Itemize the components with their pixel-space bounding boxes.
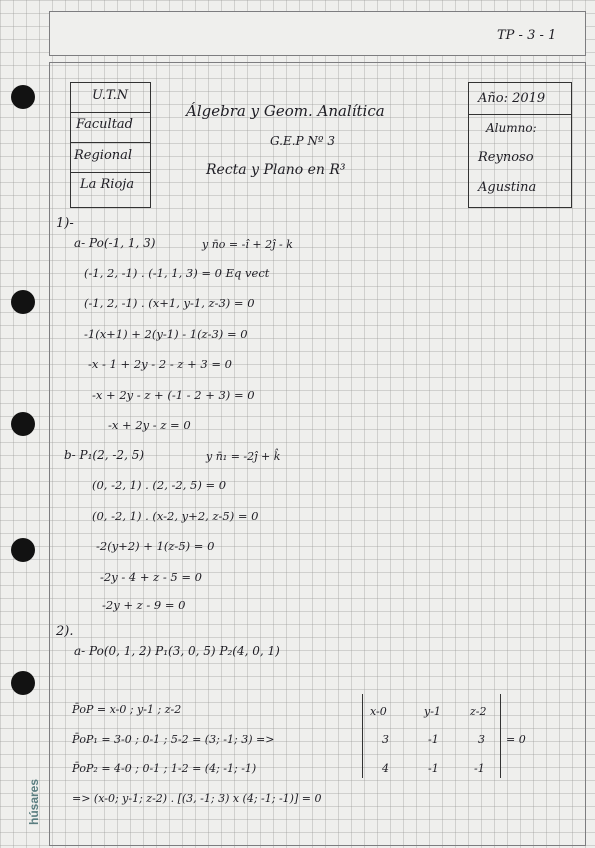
det-cell: -1 (428, 762, 439, 775)
exercise-1b-line: (0, -2, 1) . (x-2, y+2, z-5) = 0 (92, 509, 259, 523)
det-cell: -1 (428, 733, 439, 746)
header-regional: Regional (74, 148, 133, 163)
exercise-2-number: 2). (56, 624, 74, 639)
det-cell: 4 (382, 762, 389, 775)
det-cell: 3 (382, 733, 389, 746)
exercise-1a-normal: y n̄o = -î + 2ĵ - k (202, 238, 293, 251)
exercise-1a-line: (-1, 2, -1) . (-1, 1, 3) = 0 Eq vect (84, 266, 270, 280)
binder-hole (11, 290, 35, 314)
exercise-2-vector: P̄oP = x-0 ; y-1 ; z-2 (72, 703, 182, 716)
binder-hole (11, 671, 35, 695)
header-title: Álgebra y Geom. Analítica (186, 102, 385, 120)
header-utn: U.T.N (92, 88, 129, 103)
exercise-1b-line: -2(y+2) + 1(z-5) = 0 (96, 539, 215, 553)
exercise-1b-line: (0, -2, 1) . (2, -2, 5) = 0 (92, 478, 227, 492)
det-equals: = 0 (506, 733, 526, 746)
exercise-1a-result: -x + 2y - z = 0 (108, 418, 191, 432)
det-cell: x-0 (370, 705, 387, 718)
exercise-1b-line: -2y - 4 + z - 5 = 0 (100, 570, 202, 584)
header-subtitle: G.E.P Nº 3 (270, 134, 336, 148)
exercise-2-vector: P̄oP₂ = 4-0 ; 0-1 ; 1-2 = (4; -1; -1) (72, 762, 257, 775)
det-cell: z-2 (470, 705, 487, 718)
exercise-1b-heading: b- P₁(2, -2, 5) (64, 448, 145, 462)
exercise-2-vector: P̄oP₁ = 3-0 ; 0-1 ; 5-2 = (3; -1; 3) => (72, 733, 275, 746)
exercise-1a-line: -1(x+1) + 2(y-1) - 1(z-3) = 0 (84, 327, 248, 341)
header-surname: Reynoso (478, 150, 534, 165)
exercise-1-number: 1)- (56, 216, 74, 231)
header-alumno-label: Alumno: (486, 121, 537, 135)
exercise-2a-heading: a- Po(0, 1, 2) P₁(3, 0, 5) P₂(4, 0, 1) (74, 644, 280, 658)
det-cell: 3 (478, 733, 485, 746)
tp-label: TP - 3 - 1 (497, 28, 557, 43)
header-name: Agustina (478, 180, 537, 195)
det-cell: -1 (474, 762, 485, 775)
det-cell: y-1 (424, 705, 441, 718)
exercise-2-final: => (x-0; y-1; z-2) . [(3, -1; 3) x (4; -1; -1)] = 0 (72, 792, 322, 805)
binder-hole (11, 85, 35, 109)
exercise-1a-line: (-1, 2, -1) . (x+1, y-1, z-3) = 0 (84, 296, 255, 310)
header-facultad: Facultad (76, 117, 133, 132)
exercise-1a-heading: a- Po(-1, 1, 3) (74, 236, 156, 250)
brand-logo: húsares (27, 778, 41, 826)
header-year: Año: 2019 (478, 91, 546, 106)
exercise-1a-line: -x + 2y - z + (-1 - 2 + 3) = 0 (92, 388, 255, 402)
header-la-rioja: La Rioja (80, 177, 135, 192)
header-topic: Recta y Plano en R³ (206, 162, 346, 178)
binder-hole (11, 412, 35, 436)
exercise-1a-line: -x - 1 + 2y - 2 - z + 3 = 0 (88, 357, 232, 371)
exercise-1b-result: -2y + z - 9 = 0 (102, 598, 186, 612)
exercise-1b-normal: y n̄₁ = -2ĵ + k̂ (206, 450, 281, 463)
binder-hole (11, 538, 35, 562)
